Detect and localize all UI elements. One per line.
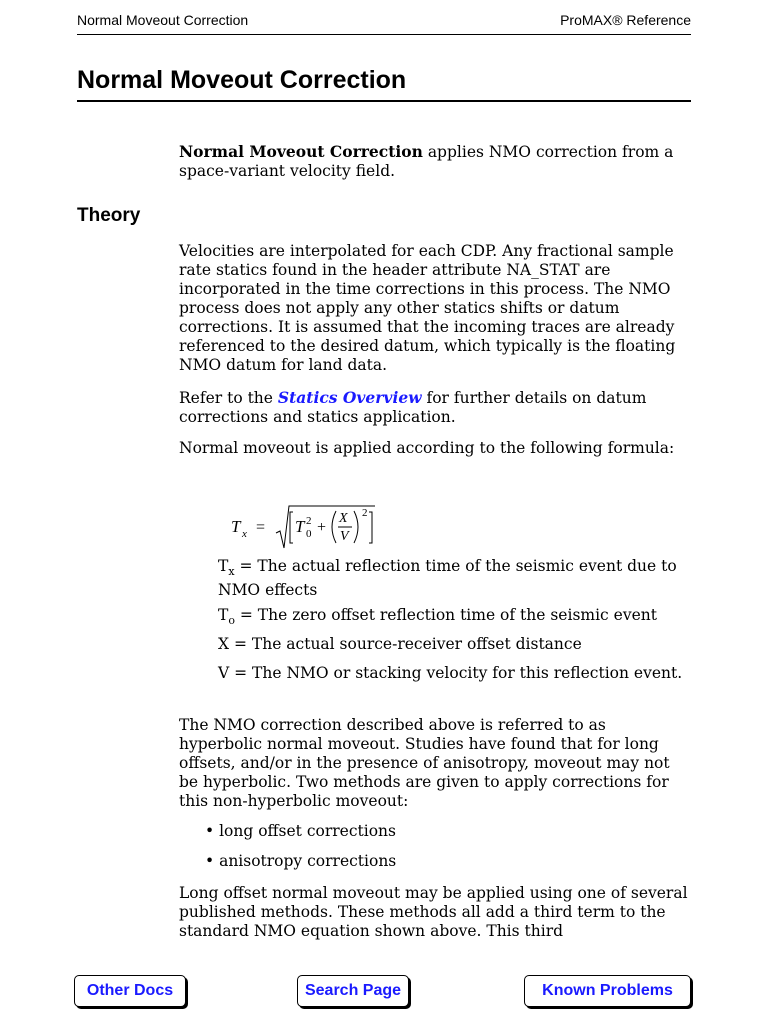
def-subscript: o [228, 614, 235, 628]
page-header [77, 10, 691, 35]
svg-text:=: = [256, 519, 266, 536]
list-item: • long offset corrections [205, 822, 396, 840]
theory-paragraph-2 [179, 388, 691, 427]
intro-process-name: Normal Moveout Correction [179, 142, 423, 161]
theory-paragraph-4: The NMO correction described above is referred to as hyperbolic normal moveout. Studies have found that for long offsets, and/or in the presence of anisotropy, moveout may not be hyperbolic. Two methods are given to apply corrections for this non-hyperbolic moveout: [179, 716, 670, 810]
other-docs-button[interactable]: Other Docs [74, 975, 186, 1007]
p2-before: Refer to the [179, 389, 278, 407]
theory-paragraph-3: Normal moveout is applied according to the following formula: [179, 439, 675, 457]
list-item-text: anisotropy corrections [219, 852, 397, 870]
theory-heading: Theory [77, 205, 141, 226]
known-problems-button[interactable]: Known Problems [524, 975, 691, 1007]
def-symbol: T [218, 557, 229, 575]
svg-text:V: V [340, 529, 349, 544]
definition-to [218, 606, 691, 630]
list-item: • anisotropy corrections [205, 852, 397, 870]
nmo-formula-graphic [228, 502, 388, 552]
definition-v: V = The NMO or stacking velocity for this reflection event. [218, 664, 683, 682]
header-book-title: ProMAX® Reference [560, 12, 691, 28]
list-item-text: long offset corrections [219, 822, 396, 840]
p2-after: for further details on datum corrections and statics application. [179, 389, 647, 426]
def-subscript: x [228, 565, 235, 579]
header-chapter-title: Normal Moveout Correction [77, 12, 249, 28]
theory-paragraph-1: Velocities are interpolated for each CDP. Any fractional sample rate statics found in the header attribute NA_STAT are incorporated in the time corrections in this process. The NMO process does not apply any other statics shifts or datum corrections. It is assumed that the incoming traces are already referenced to the desired datum, which typically is the floating NMO datum for land data. [179, 242, 676, 374]
intro-paragraph [179, 142, 691, 181]
statics-overview-link[interactable]: Statics Overview [277, 388, 422, 407]
definition-tx [218, 557, 691, 600]
svg-text:T: T [231, 517, 241, 536]
svg-text:2: 2 [362, 507, 368, 519]
svg-text:+: + [317, 519, 327, 536]
page-title: Normal Moveout Correction [77, 64, 691, 102]
def-symbol: T [218, 606, 229, 624]
svg-text:X: X [339, 511, 348, 526]
search-page-button[interactable]: Search Page [297, 975, 409, 1007]
theory-paragraph-5: Long offset normal moveout may be applied using one of several published methods. These methods all add a third term to the standard NMO equation shown above. This third [179, 884, 688, 940]
svg-text:0: 0 [306, 528, 312, 540]
def-text: = The zero offset reflection time of the seismic event [234, 606, 657, 624]
def-text: = The actual reflection time of the seismic event due to NMO effects [218, 557, 677, 600]
nmo-formula [228, 502, 388, 557]
intro-text: applies NMO correction from a space-variant velocity field. [179, 143, 674, 180]
definition-x: X = The actual source-receiver offset distance [218, 635, 582, 653]
svg-text:2: 2 [306, 515, 312, 527]
svg-text:T: T [295, 517, 305, 536]
svg-text:x: x [242, 528, 247, 540]
